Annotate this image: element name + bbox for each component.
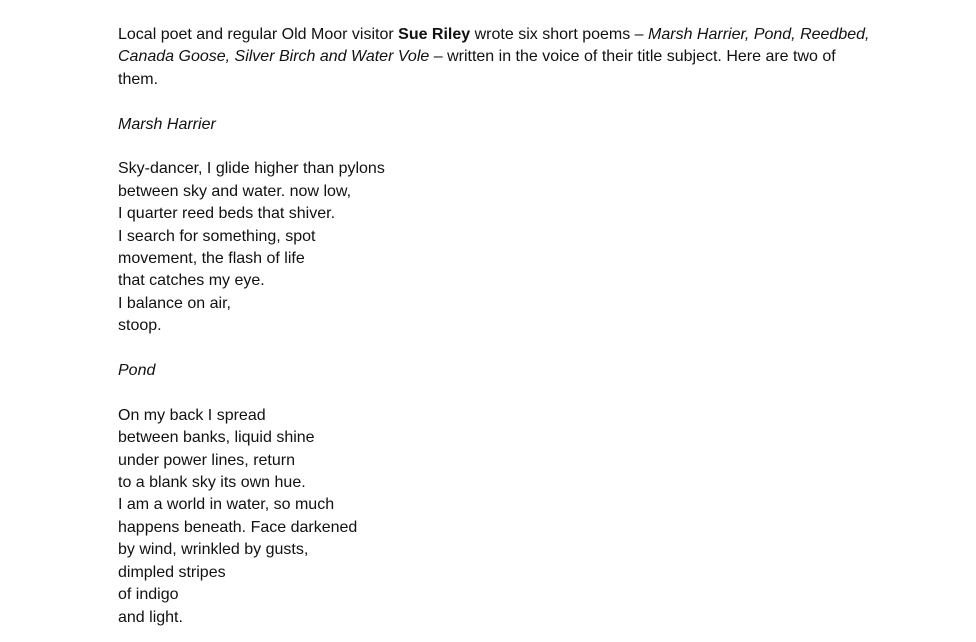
poem-line: dimpled stripes [118,563,226,581]
poem-line: happens beneath. Face darkened [118,518,358,536]
poem-line: On my back I spread [118,406,266,424]
poem-line: I balance on air, [118,294,231,312]
poem-line: I quarter reed beds that shiver. [118,205,336,223]
poem-line: I search for something, spot [118,227,316,245]
poem-line: by wind, wrinkled by gusts, [118,541,309,559]
document-body [118,24,878,629]
poem-line: to a blank sky its own hue. [118,474,306,492]
author-name: Sue Riley [398,26,471,43]
poem-marsh-harrier [118,158,878,337]
spacer [118,136,878,158]
poem-title-marsh-harrier: Marsh Harrier [118,115,216,133]
poem-line: that catches my eye. [118,272,265,290]
spacer [118,382,878,404]
poem-line: I am a world in water, so much [118,496,335,514]
poem-line: between sky and water. now low, [118,182,352,200]
poem-line: Sky-dancer, I glide higher than pylons [118,160,385,178]
intro-text-1: Local poet and regular Old Moor visitor [118,26,399,43]
poem-line: between banks, liquid shine [118,429,315,447]
poem-line: stoop. [118,317,162,335]
poem-line: and light. [118,608,183,626]
intro-text-2: wrote six short poems – [470,26,649,43]
spacer [118,338,878,360]
poem-line: movement, the flash of life [118,250,305,268]
poem-pond [118,405,878,629]
poem-titles-list: Marsh Harrier, Pond, Reedbed, Canada Goose, Silver Birch and Water Vole [118,26,870,66]
intro-text-3: – written in the voice of their title subject. Here are two of them. [118,48,836,88]
spacer [118,91,878,113]
intro-paragraph [118,24,878,91]
poem-line: under power lines, return [118,451,295,469]
poem-line: of indigo [118,586,179,604]
poem-title-pond: Pond [118,362,156,380]
